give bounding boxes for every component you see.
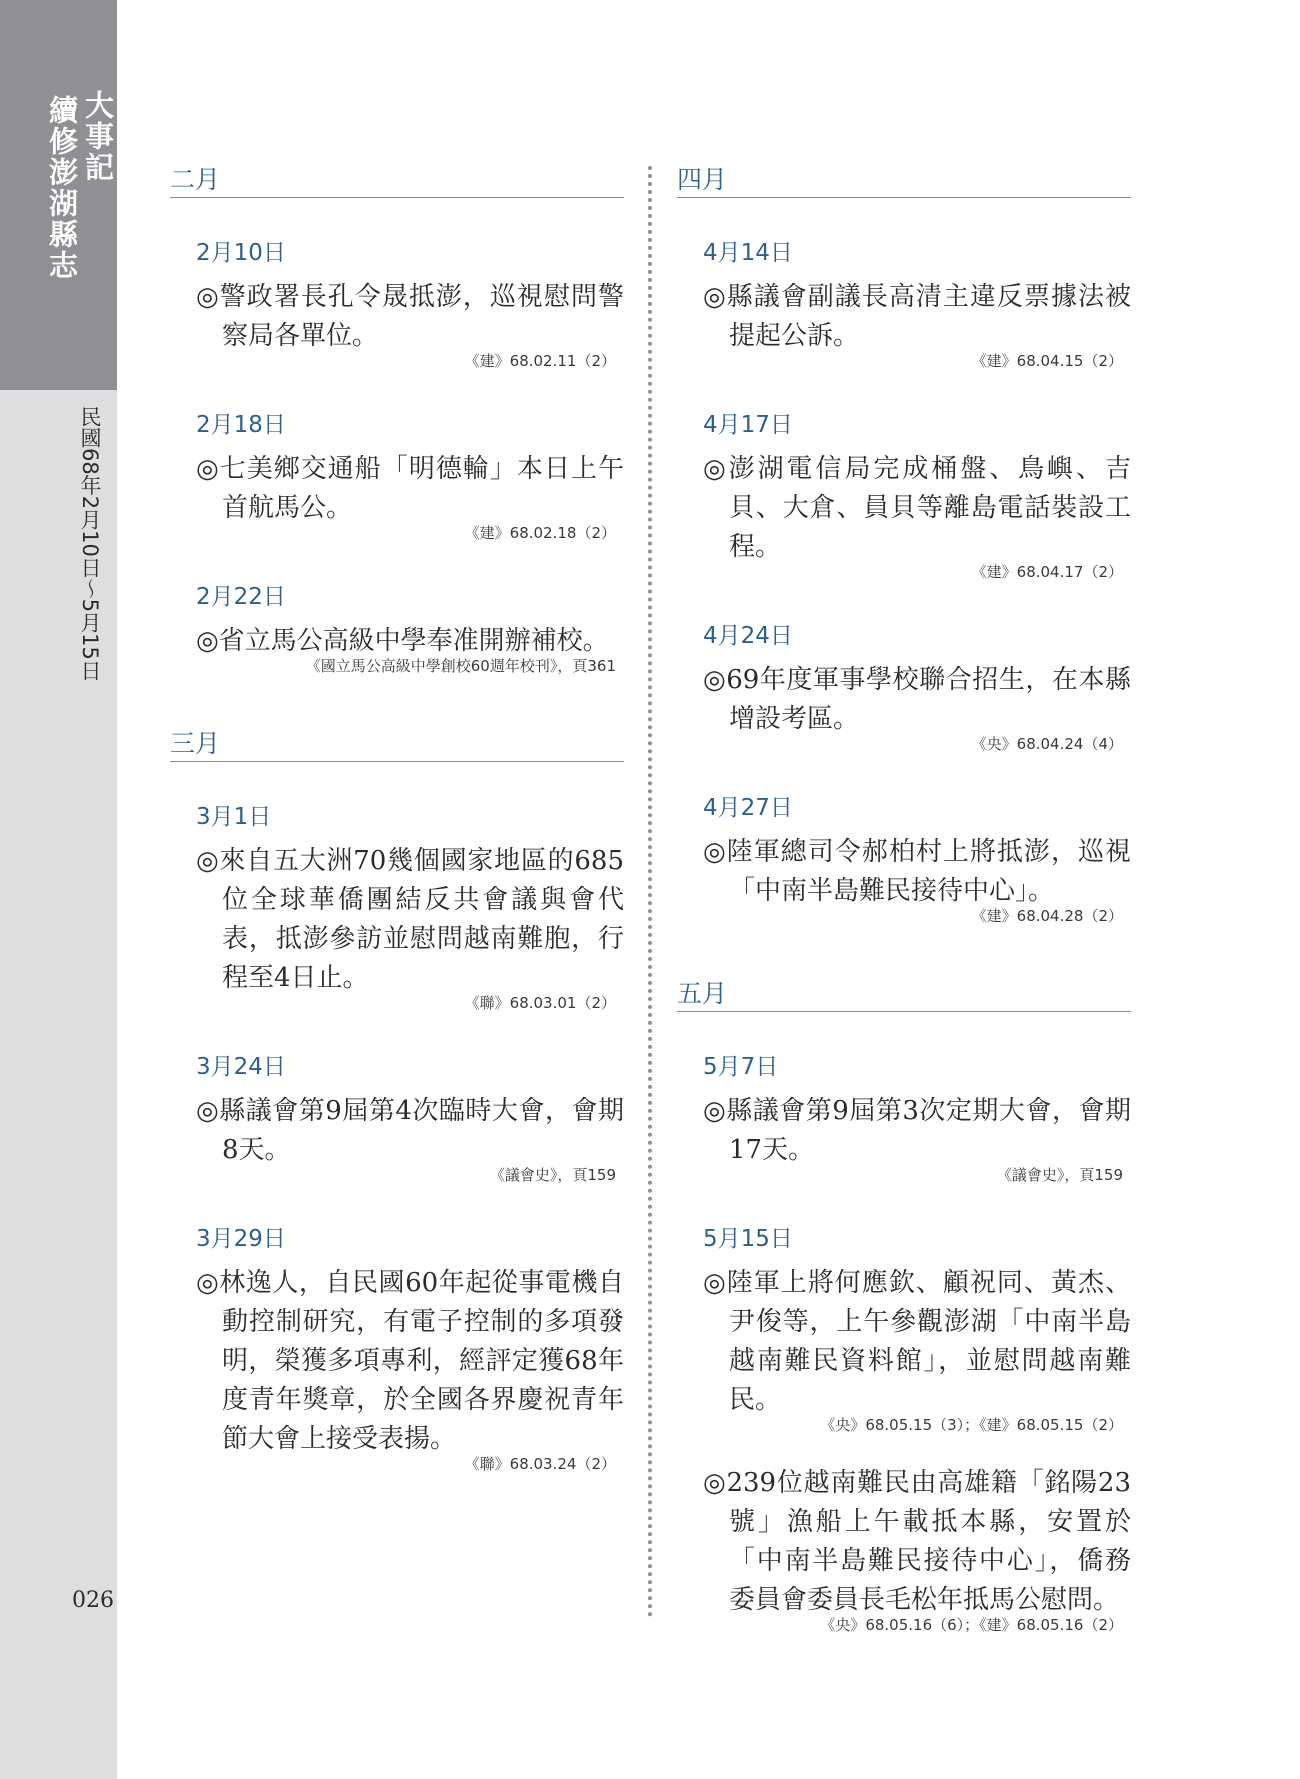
event-entry xyxy=(703,410,1131,583)
event-date: 4月24日 xyxy=(703,623,793,649)
event-text: ◎澎湖電信局完成桶盤、鳥嶼、吉貝、大倉、員貝等離島電話裝設工程。 xyxy=(703,454,1131,562)
page-number: 026 xyxy=(72,1588,114,1613)
event-source-citation: 《議會史》，頁159 xyxy=(996,1166,1123,1184)
event-text: ◎來自五大洲70幾個國家地區的685位全球華僑團結反共會議與會代表，抵澎參訪並慰問越南難胞，行程至4日止。 xyxy=(196,846,624,993)
month-heading: 五月 xyxy=(677,979,1131,1012)
event-item xyxy=(196,450,624,544)
event-source-citation: 《央》68.05.16（6）；《建》68.05.16（2） xyxy=(820,1616,1123,1634)
event-item xyxy=(196,1092,624,1186)
event-item xyxy=(196,278,624,372)
event-date: 3月29日 xyxy=(196,1226,286,1252)
month-heading: 三月 xyxy=(170,729,624,762)
event-source-citation: 《建》68.02.11（2） xyxy=(464,352,616,370)
month-section xyxy=(170,729,624,1475)
event-entry xyxy=(703,793,1131,927)
event-date: 5月15日 xyxy=(703,1226,793,1252)
event-source-citation: 《議會史》，頁159 xyxy=(489,1166,616,1184)
event-date: 4月14日 xyxy=(703,240,793,266)
event-date: 2月22日 xyxy=(196,584,286,610)
event-source-citation: 《建》68.04.28（2） xyxy=(971,907,1123,925)
month-heading: 二月 xyxy=(170,165,624,198)
event-text: ◎省立馬公高級中學奉准開辦補校。 xyxy=(196,626,609,656)
event-date: 3月1日 xyxy=(196,804,272,830)
event-text: ◎69年度軍事學校聯合招生，在本縣增設考區。 xyxy=(703,665,1131,734)
event-source-citation: 《央》68.04.24（4） xyxy=(971,735,1123,753)
event-text: ◎239位越南難民由高雄籍「銘陽23號」漁船上午載抵本縣，安置於「中南半島難民接待中心」，僑務委員會委員長毛松年抵馬公慰問。 xyxy=(703,1468,1131,1615)
event-item xyxy=(703,1464,1131,1636)
event-source-citation: 《國立馬公高級中學創校60週年校刊》，頁361 xyxy=(305,657,616,675)
event-item xyxy=(196,842,624,1014)
event-item xyxy=(196,622,624,677)
column-divider xyxy=(648,166,652,1618)
left-column xyxy=(170,165,624,1513)
event-text: ◎七美鄉交通船「明德輪」本日上午首航馬公。 xyxy=(196,454,624,523)
event-text: ◎林逸人，自民國60年起從事電機自動控制研究，有電子控制的多項發明，榮獲多項專利，經評定獲68年度青年獎章，於全國各界慶祝青年節大會上接受表揚。 xyxy=(196,1268,624,1454)
month-heading: 四月 xyxy=(677,165,1131,198)
event-item xyxy=(703,1264,1131,1436)
event-item xyxy=(703,833,1131,927)
event-source-citation: 《建》68.04.17（2） xyxy=(971,563,1123,581)
date-range: 民國68年2月10日〜5月15日 xyxy=(78,406,102,681)
event-source-citation: 《聯》68.03.24（2） xyxy=(464,1455,616,1473)
event-source-citation: 《央》68.05.15（3）；《建》68.05.15（2） xyxy=(820,1416,1123,1434)
event-text: ◎陸軍上將何應欽、顧祝同、黃杰、尹俊等，上午參觀澎湖「中南半島越南難民資料館」，並慰問越南難民。 xyxy=(703,1268,1131,1415)
event-date: 4月27日 xyxy=(703,795,793,821)
event-text: ◎縣議會第9屆第4次臨時大會，會期8天。 xyxy=(196,1096,624,1165)
event-entry xyxy=(196,1052,624,1186)
event-text: ◎陸軍總司令郝柏村上將抵澎，巡視「中南半島難民接待中心」。 xyxy=(703,837,1131,906)
event-entry xyxy=(703,1224,1131,1636)
event-item xyxy=(703,661,1131,755)
event-entry xyxy=(703,1052,1131,1186)
event-item xyxy=(196,1264,624,1475)
event-date: 3月24日 xyxy=(196,1054,286,1080)
event-item xyxy=(703,1092,1131,1186)
event-source-citation: 《聯》68.03.01（2） xyxy=(464,994,616,1012)
month-section xyxy=(677,165,1131,927)
event-entry xyxy=(196,582,624,677)
event-entry xyxy=(196,410,624,544)
event-source-citation: 《建》68.04.15（2） xyxy=(971,352,1123,370)
event-text: ◎縣議會第9屆第3次定期大會，會期17天。 xyxy=(703,1096,1131,1165)
event-date: 4月17日 xyxy=(703,412,793,438)
book-title: 續修澎湖縣志 xyxy=(45,95,79,281)
event-date: 5月7日 xyxy=(703,1054,779,1080)
event-date: 2月10日 xyxy=(196,240,286,266)
event-entry xyxy=(196,1224,624,1475)
event-entry xyxy=(196,238,624,372)
event-date: 2月18日 xyxy=(196,412,286,438)
month-section xyxy=(677,979,1131,1636)
event-item xyxy=(703,278,1131,372)
event-text: ◎警政署長孔令晟抵澎，巡視慰問警察局各單位。 xyxy=(196,282,624,351)
event-item xyxy=(703,450,1131,583)
right-column xyxy=(677,165,1131,1674)
event-entry xyxy=(196,802,624,1014)
event-text: ◎縣議會副議長高清主違反票據法被提起公訴。 xyxy=(703,282,1131,351)
event-source-citation: 《建》68.02.18（2） xyxy=(464,524,616,542)
section-title: 大事記 xyxy=(81,90,115,183)
event-entry xyxy=(703,621,1131,755)
month-section xyxy=(170,165,624,677)
event-entry xyxy=(703,238,1131,372)
